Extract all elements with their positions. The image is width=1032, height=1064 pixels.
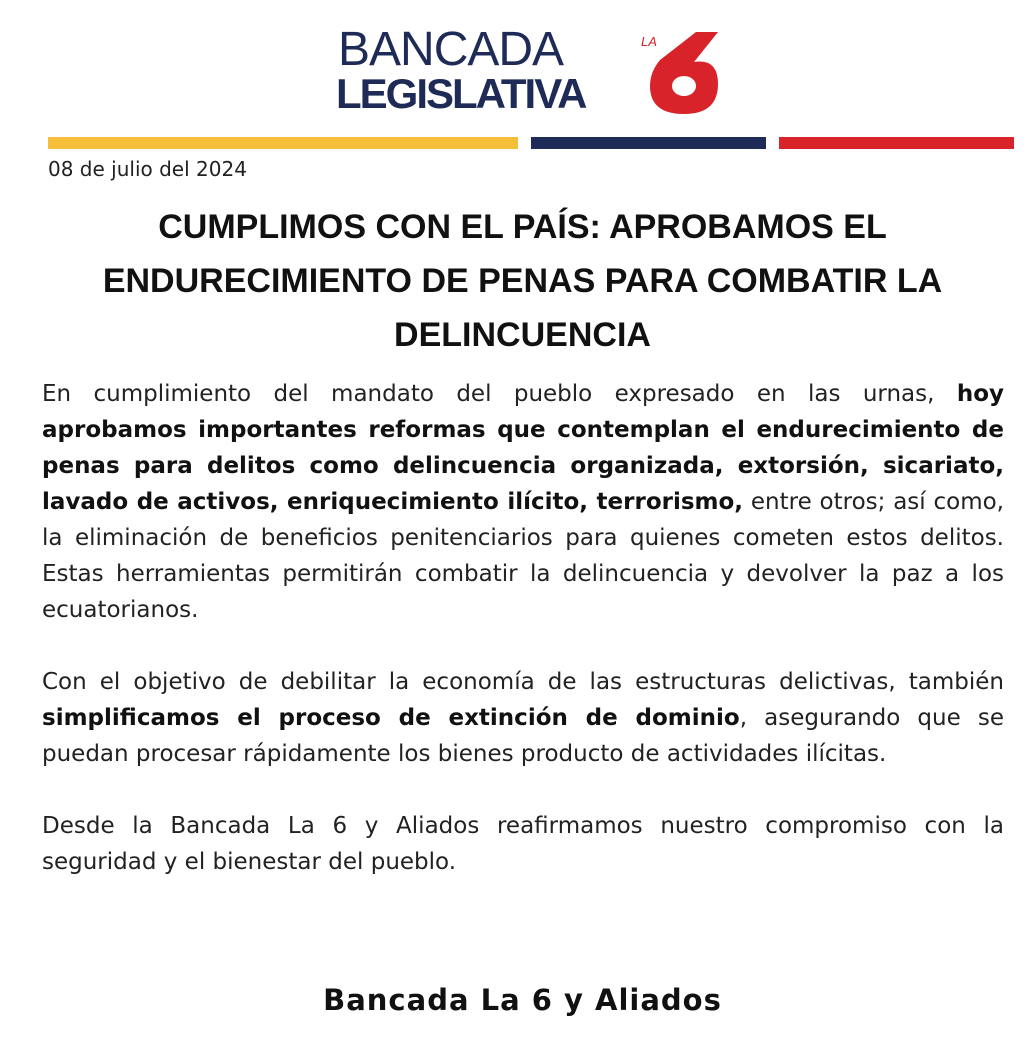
header-stripe-red: [779, 137, 1014, 149]
header-stripe-yellow: [48, 137, 518, 149]
press-release-title: CUMPLIMOS CON EL PAÍS: APROBAMOS EL ENDURECIMIENTO DE PENAS PARA COMBATIR LA DELINCUENCIA: [102, 208, 943, 354]
paragraph-2-rest: , asegurando que se puedan procesar rápidamente los bienes producto de actividades ilícitas.: [42, 705, 1004, 767]
paragraph-3-text: Desde la Bancada La 6 y Aliados reafirmamos nuestro compromiso con la seguridad y el bienestar del pueblo.: [42, 813, 1004, 875]
paragraph-2-highlight: simplificamos el proceso de extinción de dominio: [42, 705, 740, 731]
paragraph-3: [42, 808, 1004, 880]
paragraph-1-highlight: hoy aprobamos importantes reformas que contemplan el endurecimiento de penas para delitos como delincuencia organizada, extorsión, sicariato, lavado de activos, enriquecimiento ilícito, terrorismo,: [42, 381, 1004, 515]
paragraph-1-intro: En cumplimiento del mandato del pueblo expresado en las urnas,: [42, 381, 957, 407]
press-release-date: 08 de julio del 2024: [48, 157, 247, 181]
signature: Bancada La 6 y Aliados: [323, 983, 722, 1017]
paragraph-1-rest: entre otros; así como, la eliminación de beneficios penitenciarios para quienes cometen estos delitos. Estas herramientas permitirán combatir la delincuencia y devolver la paz a los ecuatorianos.: [42, 489, 1004, 623]
paragraph-2-intro: Con el objetivo de debilitar la economía de las estructuras delictivas, también: [42, 669, 1004, 695]
logo-line-bancada: BANCADA: [338, 23, 564, 76]
logo-line-legislativa: LEGISLATIVA: [336, 70, 586, 117]
bancada-legislativa-logo: [334, 24, 724, 116]
press-release-body: [42, 376, 1004, 880]
paragraph-2: [42, 664, 1004, 772]
header-stripe-blue: [531, 137, 766, 149]
paragraph-1: [42, 376, 1004, 628]
logo-la: LA: [641, 34, 657, 49]
